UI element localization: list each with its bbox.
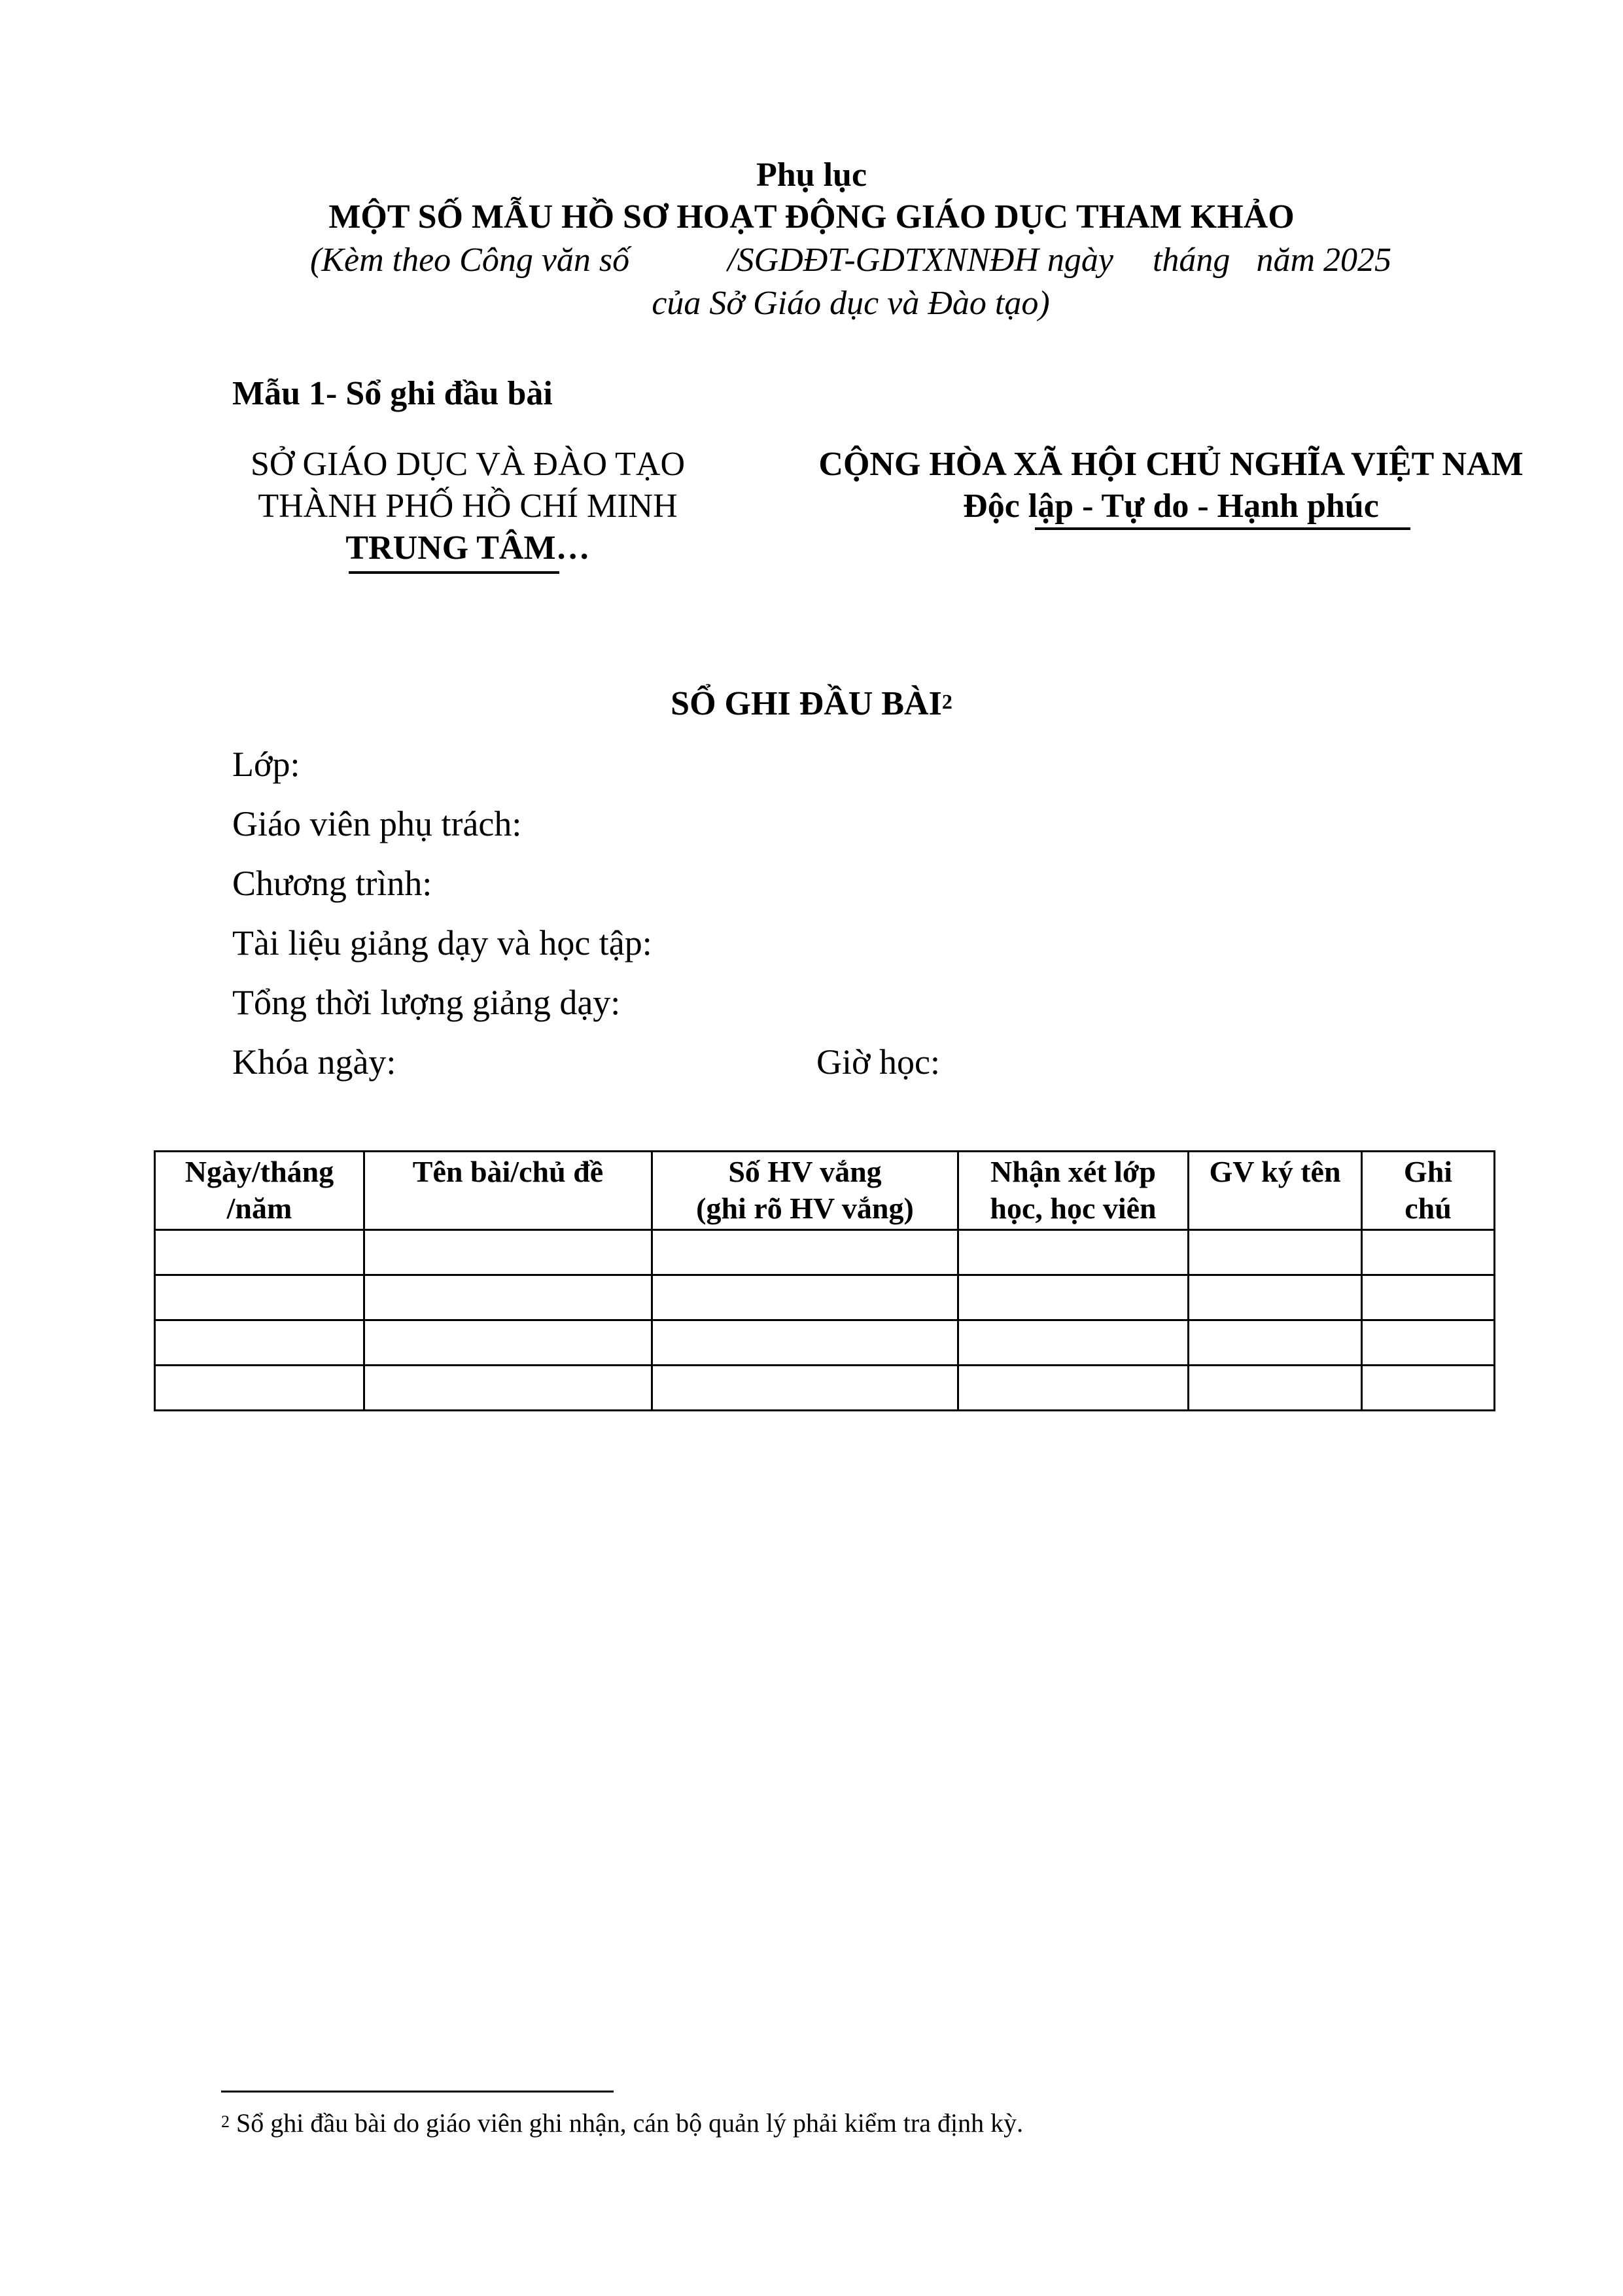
header-text: (ghi rõ HV vắng) bbox=[696, 1192, 914, 1225]
table-cell[interactable] bbox=[364, 1366, 652, 1411]
table-cell[interactable] bbox=[1362, 1275, 1495, 1320]
form-label: Mẫu 1- Sổ ghi đầu bài bbox=[232, 375, 553, 412]
table-cell[interactable] bbox=[1362, 1320, 1495, 1366]
reference-line-2: của Sở Giáo dục và Đào tạo) bbox=[652, 285, 1050, 322]
footnote-ref: 2 bbox=[941, 690, 952, 713]
motto-underline bbox=[1035, 527, 1410, 530]
header-text: Số HV vắng bbox=[728, 1155, 882, 1188]
reference-part-2: /SGDĐT-GDTXNNĐH ngày bbox=[727, 241, 1113, 279]
header-text: học, học viên bbox=[990, 1192, 1157, 1225]
agency-line-1: SỞ GIÁO DỤC VÀ ĐÀO TẠO bbox=[251, 446, 685, 483]
table-cell[interactable] bbox=[652, 1275, 958, 1320]
column-header-teacher-signature bbox=[1189, 1152, 1362, 1230]
table-cell[interactable] bbox=[364, 1320, 652, 1366]
table-cell[interactable] bbox=[1189, 1275, 1362, 1320]
table-row bbox=[155, 1366, 1495, 1411]
table-cell[interactable] bbox=[958, 1230, 1189, 1275]
footnote-marker: 2 bbox=[221, 2112, 230, 2131]
table-cell[interactable] bbox=[652, 1230, 958, 1275]
field-teacher: Giáo viên phụ trách: bbox=[232, 804, 522, 843]
agency-line-2: THÀNH PHỐ HỒ CHÍ MINH bbox=[258, 487, 678, 525]
lesson-log-table bbox=[154, 1150, 1495, 1411]
field-materials: Tài liệu giảng dạy và học tập: bbox=[232, 923, 652, 963]
field-course-date: Khóa ngày: bbox=[232, 1042, 396, 1082]
table-row bbox=[155, 1230, 1495, 1275]
national-title: CỘNG HÒA XÃ HỘI CHỦ NGHĨA VIỆT NAM bbox=[818, 446, 1524, 483]
reference-part-4: năm 2025 bbox=[1256, 241, 1391, 279]
table-cell[interactable] bbox=[155, 1366, 364, 1411]
table-cell[interactable] bbox=[1189, 1320, 1362, 1366]
header-text: GV ký tên bbox=[1209, 1155, 1341, 1188]
column-header-comments bbox=[958, 1152, 1189, 1230]
field-program: Chương trình: bbox=[232, 864, 432, 903]
table-row bbox=[155, 1275, 1495, 1320]
header-text: Nhận xét lớp bbox=[990, 1155, 1156, 1188]
table-cell[interactable] bbox=[155, 1275, 364, 1320]
table-cell[interactable] bbox=[958, 1275, 1189, 1320]
field-total-hours: Tổng thời lượng giảng dạy: bbox=[232, 983, 621, 1022]
footnote bbox=[221, 2107, 1023, 2140]
header-text: chú bbox=[1405, 1192, 1452, 1225]
reference-line-1 bbox=[39, 239, 1623, 281]
table-header-row bbox=[155, 1152, 1495, 1230]
field-class: Lớp: bbox=[232, 745, 300, 784]
table-cell[interactable] bbox=[958, 1366, 1189, 1411]
table-cell[interactable] bbox=[1189, 1230, 1362, 1275]
table-row bbox=[155, 1320, 1495, 1366]
table-cell[interactable] bbox=[1362, 1230, 1495, 1275]
national-motto: Độc lập - Tự do - Hạnh phúc bbox=[963, 487, 1379, 525]
footnote-separator bbox=[221, 2091, 614, 2093]
column-header-date bbox=[155, 1152, 364, 1230]
field-class-time: Giờ học: bbox=[816, 1042, 941, 1082]
header-text: /năm bbox=[226, 1192, 292, 1225]
reference-part-3: tháng bbox=[1152, 241, 1230, 279]
column-header-absent bbox=[652, 1152, 958, 1230]
table-cell[interactable] bbox=[155, 1230, 364, 1275]
header-text: Ngày/tháng bbox=[184, 1155, 334, 1188]
main-title: MỘT SỐ MẪU HỒ SƠ HOẠT ĐỘNG GIÁO DỤC THAM KHẢO bbox=[328, 198, 1295, 236]
table-cell[interactable] bbox=[364, 1230, 652, 1275]
document-title bbox=[0, 683, 1623, 725]
reference-part-1: (Kèm theo Công văn số bbox=[309, 241, 630, 279]
table-cell[interactable] bbox=[652, 1366, 958, 1411]
footnote-text: Sổ ghi đầu bài do giáo viên ghi nhận, cán bộ quản lý phải kiểm tra định kỳ. bbox=[236, 2108, 1024, 2138]
table-cell[interactable] bbox=[652, 1320, 958, 1366]
table-cell[interactable] bbox=[364, 1275, 652, 1320]
column-header-notes bbox=[1362, 1152, 1495, 1230]
table-cell[interactable] bbox=[155, 1320, 364, 1366]
agency-line-3: TRUNG TÂM… bbox=[345, 529, 590, 567]
header-text: Tên bài/chủ đề bbox=[412, 1155, 604, 1188]
document-title-text: SỔ GHI ĐẦU BÀI bbox=[671, 685, 942, 722]
lesson-log-table-wrapper bbox=[154, 1150, 1495, 1411]
table-cell[interactable] bbox=[1362, 1366, 1495, 1411]
table-cell[interactable] bbox=[958, 1320, 1189, 1366]
table-cell[interactable] bbox=[1189, 1366, 1362, 1411]
header-text: Ghi bbox=[1403, 1155, 1453, 1188]
agency-underline bbox=[349, 571, 559, 574]
appendix-label: Phụ lục bbox=[756, 156, 867, 194]
column-header-lesson-title bbox=[364, 1152, 652, 1230]
